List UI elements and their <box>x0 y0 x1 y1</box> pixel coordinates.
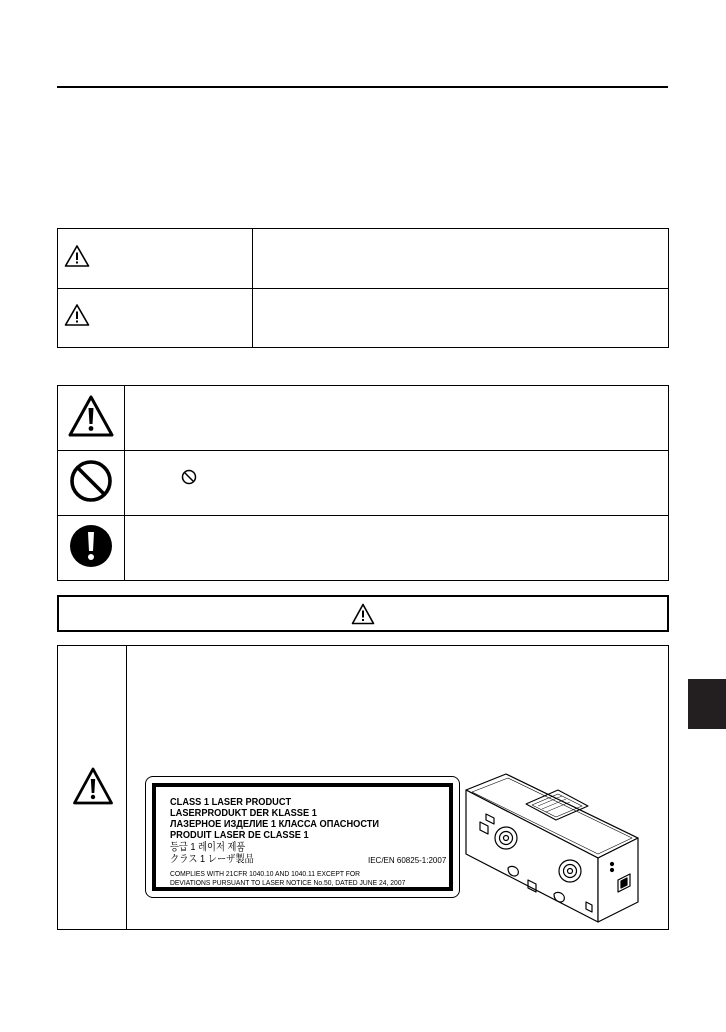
label-line-german: LASERPRODUKT DER KLASSE 1 <box>170 807 317 819</box>
warning-triangle-icon <box>64 244 90 268</box>
warning-triangle-icon <box>64 303 90 327</box>
warning-triangle-icon <box>351 603 375 625</box>
label-border <box>152 783 453 891</box>
symbol-row-warning <box>58 386 669 451</box>
label-line-english: CLASS 1 LASER PRODUCT <box>170 796 292 808</box>
label-standard: IEC/EN 60825-1:2007 <box>368 856 447 865</box>
label-line-french: PRODUIT LASER DE CLASSE 1 <box>170 829 309 841</box>
laser-product-label <box>145 776 460 898</box>
signal-row-1 <box>58 229 669 289</box>
warning-triangle-icon <box>72 766 114 806</box>
prohibition-small-icon <box>181 469 197 485</box>
label-compliance-2: DEVIATIONS PURSUANT TO LASER NOTICE No.50, DATED JUNE 24, 2007 <box>170 878 406 887</box>
top-rule <box>57 86 668 88</box>
symbol-description-mandatory <box>125 516 669 581</box>
symbol-description-warning <box>125 386 669 451</box>
prohibition-icon <box>69 459 113 503</box>
signal-word-table <box>57 228 669 348</box>
column-divider <box>126 646 127 929</box>
section-tab <box>688 679 726 729</box>
caution-banner <box>57 595 669 632</box>
symbol-table <box>57 385 669 581</box>
label-line-russian: ЛАЗЕРНОЕ ИЗДЕЛИЕ 1 КЛАССА ОПАСНОСТИ <box>170 818 380 830</box>
label-line-korean: 등급 1 레이저 제품 <box>170 841 246 853</box>
signal-description-1 <box>253 229 669 289</box>
warning-triangle-icon <box>67 394 115 438</box>
symbol-row-mandatory <box>58 516 669 581</box>
label-compliance-1: COMPLIES WITH 21CFR 1040.10 AND 1040.11 EXCEPT FOR <box>170 869 360 878</box>
exclamation-circle-icon <box>69 524 113 568</box>
signal-description-2 <box>253 288 669 348</box>
label-line-japanese: クラス 1 レーザ製品 <box>170 853 254 865</box>
signal-row-2 <box>58 288 669 348</box>
symbol-row-prohibition <box>58 451 669 516</box>
device-illustration <box>458 768 644 924</box>
